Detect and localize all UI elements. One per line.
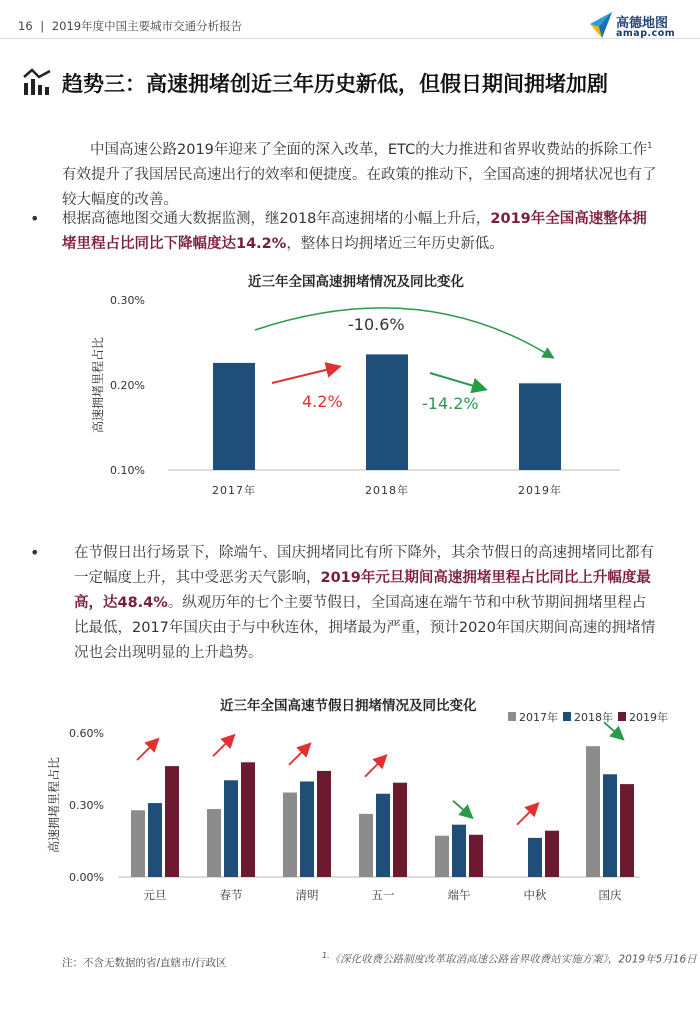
x-tick-label: 元旦	[143, 888, 167, 902]
footer-ref-text: 《深化收费公路制度改革取消高速公路省界收费站实施方案》，2019年5月16日	[329, 953, 697, 966]
document-title: 2019年度中国主要城市交通分析报告	[51, 19, 243, 33]
legend-label: 2019年	[629, 711, 668, 724]
bar	[213, 363, 255, 470]
chart-1-title: 近三年全国高速拥堵情况及同比变化	[248, 274, 464, 290]
bullet-2-text	[74, 541, 660, 666]
bar	[366, 354, 408, 470]
y-axis-label: 高速拥堵里程占比	[47, 756, 61, 854]
bar	[131, 810, 145, 877]
legend-label: 2017年	[519, 711, 558, 724]
footnote-ref: 1	[647, 141, 653, 150]
bar	[469, 835, 483, 877]
section-title: 趋势三：高速拥堵创近三年历史新低，但假日期间拥堵加剧	[62, 72, 608, 96]
bar	[241, 762, 255, 877]
bullet-1-text-b: ，整体日均拥堵近三年历史新低。	[286, 236, 504, 252]
intro-text-a: 中国高速公路2019年迎来了全面的深入改革，ETC的大力推进和省界收费站的拆除工作	[90, 141, 648, 158]
x-tick-label: 2018年	[365, 484, 409, 497]
footer-ref-marker: 1.	[322, 951, 330, 960]
bullet-1-highlight: 2019年全国高速整体拥堵里程占比同比下降幅度达14.2%	[62, 211, 647, 252]
chart-2-title: 近三年全国高速节假日拥堵情况及同比变化	[220, 698, 477, 714]
bar	[528, 838, 542, 877]
bar	[283, 793, 297, 877]
up-arrow	[289, 745, 309, 765]
intro-paragraph	[62, 133, 660, 213]
page-number: 16	[18, 19, 33, 33]
x-tick-label: 2017年	[212, 484, 256, 497]
bullet-2-text-a: 在节假日出行场景下，除端午、国庆拥堵同比有所下降外，其余节假日的高速拥堵同比都有一定幅度上升，其中受恶劣天气影响，	[74, 545, 654, 586]
trend-chart-icon	[22, 67, 52, 97]
legend-swatch	[508, 712, 516, 721]
legend-swatch	[563, 712, 571, 721]
up-arrow	[272, 367, 338, 383]
bullet-1-text-a: 根据高德地图交通大数据监测，继2018年高速拥堵的小幅上升后，	[62, 211, 491, 227]
down-arrow	[453, 801, 471, 817]
chart-2	[0, 704, 700, 914]
footer-reference	[322, 951, 697, 967]
bullet-2-highlight: 2019年元旦期间高速拥堵里程占比同比上升幅度最高，达48.4%	[74, 570, 651, 611]
bar	[545, 831, 559, 877]
x-tick-label: 国庆	[598, 888, 622, 902]
bar	[586, 746, 600, 877]
bar	[603, 774, 617, 877]
y-tick-label: 0.20%	[110, 379, 145, 392]
down-arrow	[430, 373, 484, 389]
up-arrow	[517, 805, 537, 825]
y-axis-label: 高速拥堵里程占比	[91, 336, 105, 434]
bullet-2-text-b: 。纵观历年的七个主要节假日，全国高速在端午节和中秋节期间拥堵里程占比最低，2017年国庆由于与中秋连休，拥堵最为严重，预计2020年国庆期间高速的拥堵情况也会出现明显的上升趋势。	[74, 595, 656, 661]
intro-text-b: 有效提升了我国居民高速出行的效率和便捷度。在政策的推动下，全国高速的拥堵状况也有了较大幅度的改善。	[62, 166, 657, 208]
bar	[620, 784, 634, 877]
bar	[317, 771, 331, 877]
bar	[300, 781, 314, 877]
up-arrow	[213, 736, 233, 756]
bar	[519, 383, 561, 470]
annotation-label: -14.2%	[422, 394, 479, 413]
x-tick-label: 2019年	[518, 484, 562, 497]
header-separator: |	[40, 19, 45, 33]
bar	[435, 836, 449, 877]
x-tick-label: 春节	[219, 888, 243, 902]
brand-url: amap.com	[616, 28, 676, 39]
annotation-label: -10.6%	[348, 315, 405, 334]
bar	[452, 825, 466, 877]
x-tick-label: 清明	[295, 888, 319, 902]
bar	[376, 794, 390, 877]
x-tick-label: 五一	[371, 888, 395, 902]
amap-logo-icon	[588, 10, 614, 40]
y-tick-label: 0.10%	[110, 464, 145, 477]
bar	[359, 814, 373, 877]
legend-swatch	[618, 712, 626, 721]
y-tick-label: 0.00%	[69, 871, 104, 884]
bar	[165, 766, 179, 877]
up-arrow	[137, 740, 157, 760]
y-tick-label: 0.30%	[69, 799, 104, 812]
footer-note: 注：不含无数据的省/直辖市/行政区	[62, 957, 227, 969]
x-tick-label: 中秋	[523, 888, 547, 902]
bullet-2-dot: •	[30, 543, 40, 562]
chart-1	[0, 285, 700, 505]
bar	[393, 783, 407, 877]
brand-name: 高德地图	[616, 16, 669, 31]
x-tick-label: 端午	[447, 888, 471, 902]
bullet-1-dot: •	[30, 209, 40, 228]
bar	[224, 780, 238, 877]
legend-label: 2018年	[574, 711, 613, 724]
bar	[148, 803, 162, 877]
y-tick-label: 0.30%	[110, 294, 145, 307]
y-tick-label: 0.60%	[69, 727, 104, 740]
page-header	[18, 18, 242, 34]
annotation-label: 4.2%	[302, 392, 343, 411]
down-arrow	[604, 722, 622, 738]
bullet-1-text	[62, 207, 660, 257]
up-arrow	[365, 757, 385, 777]
bar	[207, 809, 221, 877]
